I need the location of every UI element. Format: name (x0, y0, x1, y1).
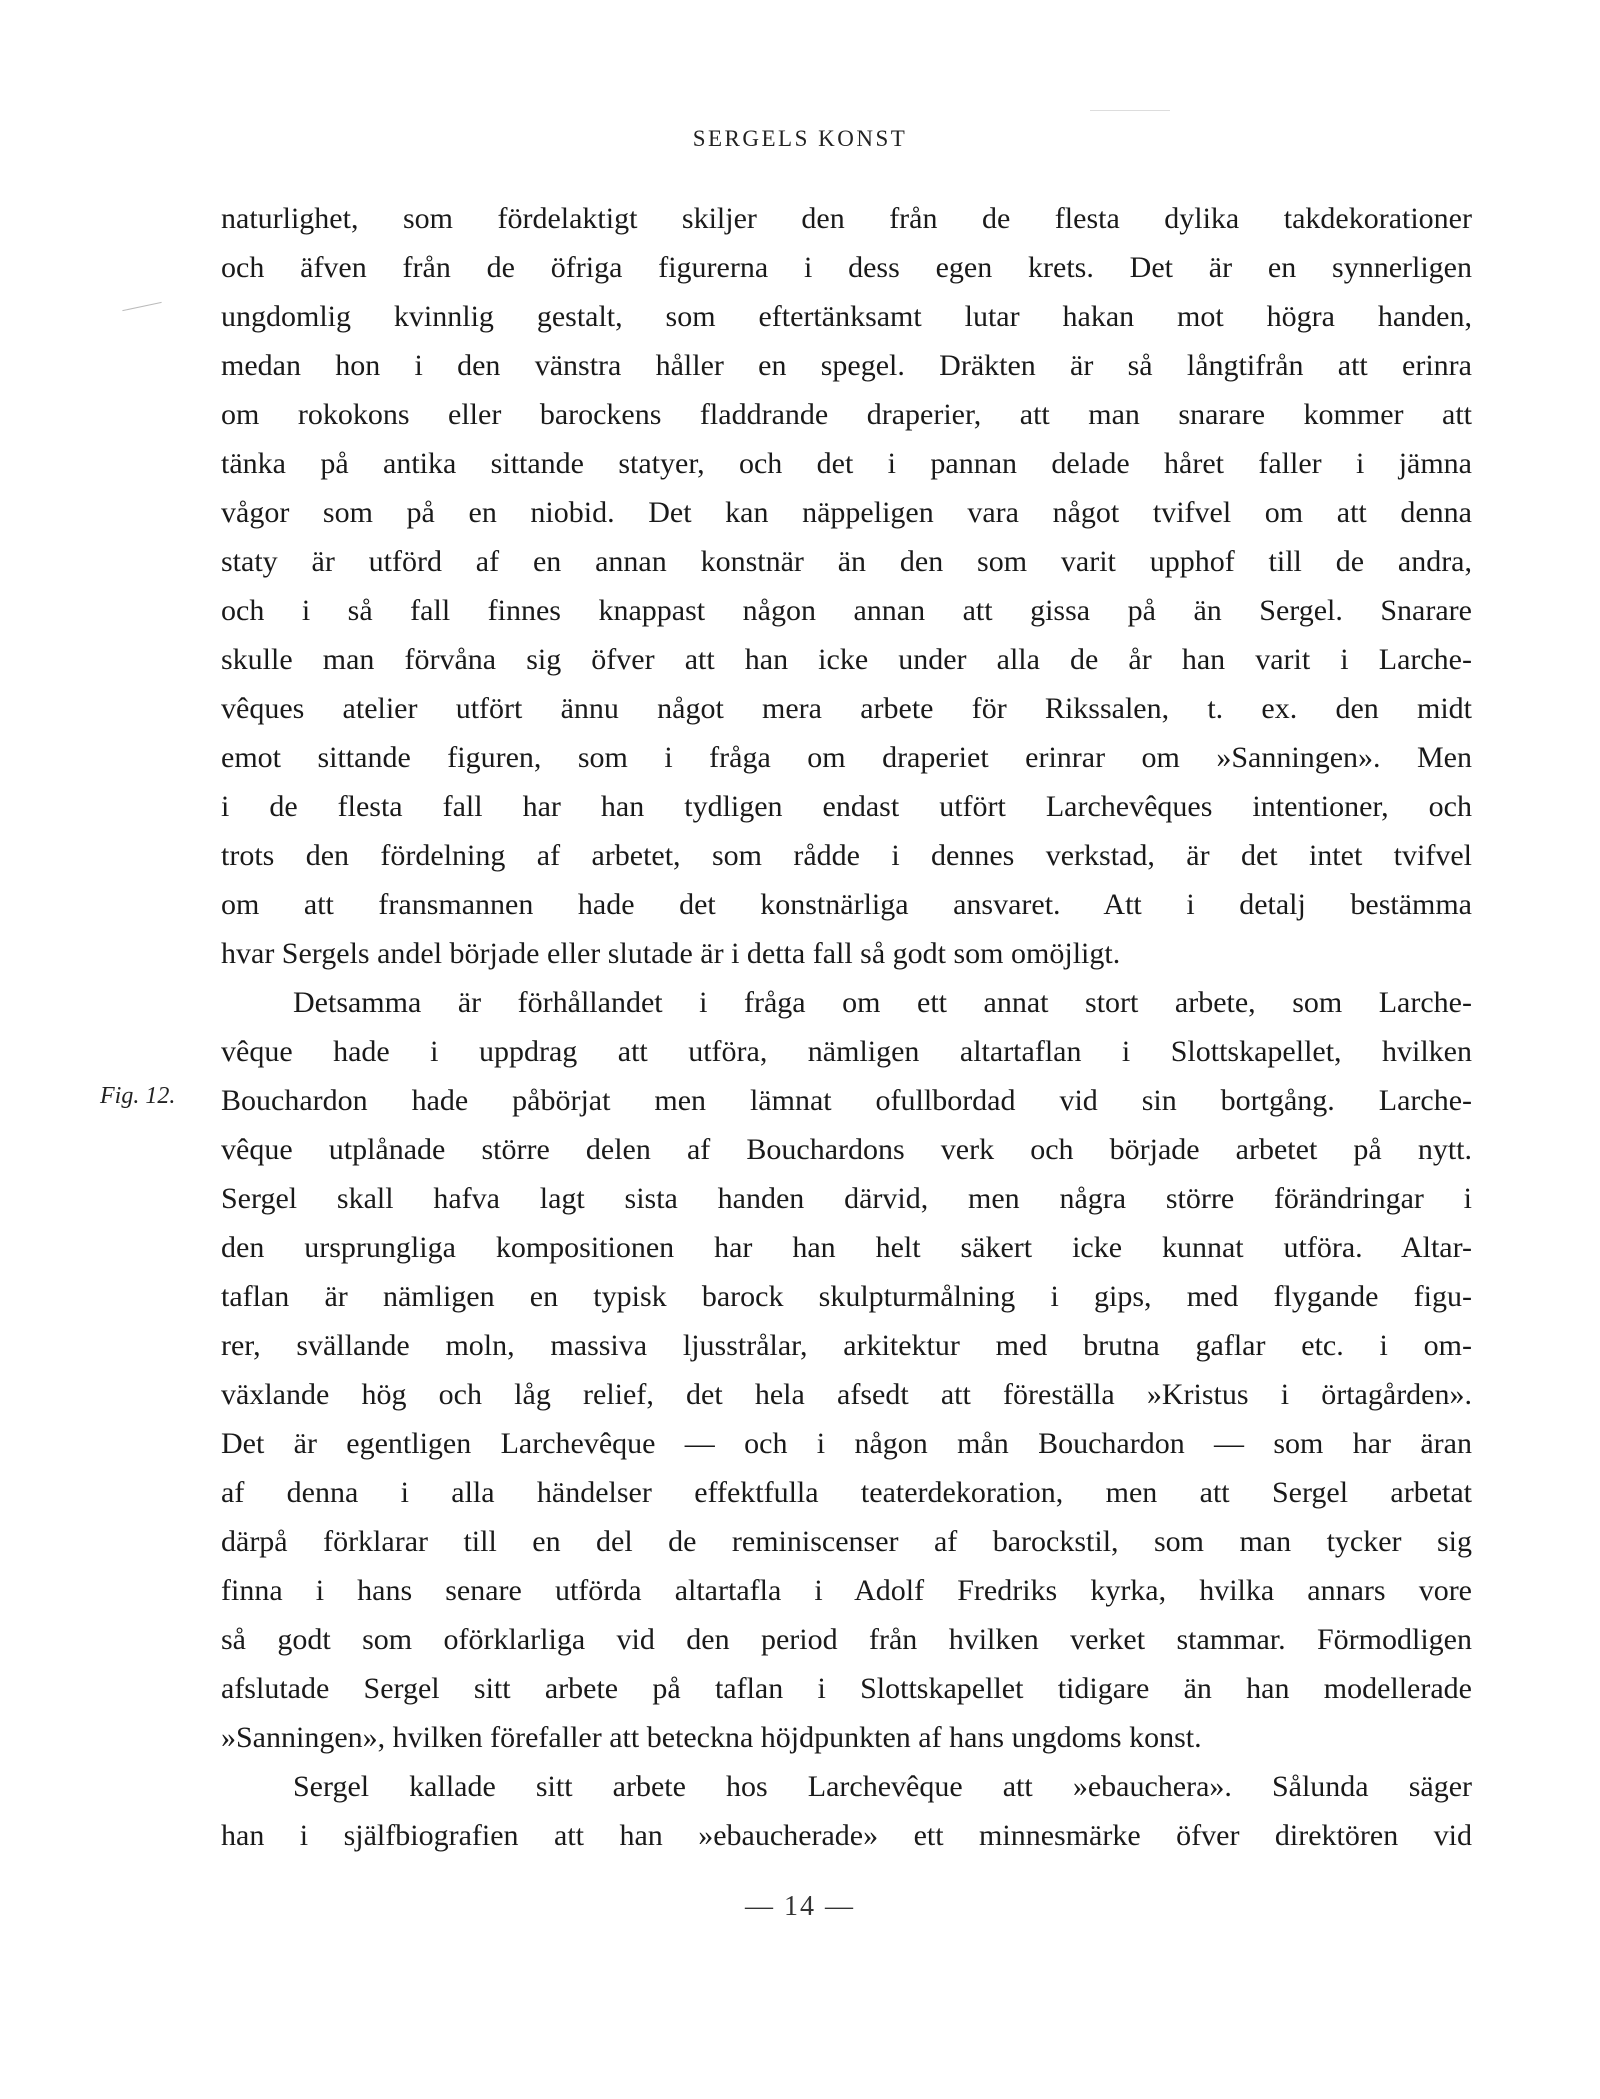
text-line: skulle man förvåna sig öfver att han icke under alla de år han varit i Larche- (221, 643, 1472, 676)
text-line: vêque utplånade större delen af Bouchardons verk och började arbetet på nytt. (221, 1133, 1472, 1166)
page-number: — 14 — (745, 1891, 855, 1922)
text-line: så godt som oförklarliga vid den period från hvilken verket stammar. Förmodligen (221, 1623, 1472, 1656)
text-line: emot sittande figuren, som i fråga om draperiet erinrar om »Sanningen». Men (221, 741, 1472, 774)
paragraph-start-line: Detsamma är förhållandet i fråga om ett annat stort arbete, som Larche- (293, 986, 1472, 1019)
paragraph-start-line: Sergel kallade sitt arbete hos Larchevêque att »ebauchera». Sålunda säger (293, 1770, 1472, 1803)
text-line: han i själfbiografien att han »ebaucherade» ett minnesmärke öfver direktören vid (221, 1819, 1472, 1852)
text-line: Det är egentligen Larchevêque — och i någon mån Bouchardon — som har äran (221, 1427, 1472, 1460)
text-line: vêques atelier utfört ännu något mera arbete för Rikssalen, t. ex. den midt (221, 692, 1472, 725)
scan-mark (1090, 110, 1170, 111)
text-line: medan hon i den vänstra håller en spegel. Dräkten är så långtifrån att erinra (221, 349, 1472, 382)
text-line: Bouchardon hade påbörjat men lämnat ofullbordad vid sin bortgång. Larche- (221, 1084, 1472, 1117)
text-line: tänka på antika sittande statyer, och det i pannan delade håret faller i jämna (221, 447, 1472, 480)
figure-reference-margin-note: Fig. 12. (100, 1083, 176, 1109)
text-line: af denna i alla händelser effektfulla teaterdekoration, men att Sergel arbetat (221, 1476, 1472, 1509)
body-text (221, 194, 1472, 1860)
text-line: om rokokons eller barockens fladdrande draperier, att man snarare kommer att (221, 398, 1472, 431)
text-line: afslutade Sergel sitt arbete på taflan i Slottskapellet tidigare än han modellerade (221, 1672, 1472, 1705)
text-line: i de flesta fall har han tydligen endast utfört Larchevêques intentioner, och (221, 790, 1472, 823)
text-line: ungdomlig kvinnlig gestalt, som eftertänksamt lutar hakan mot högra handen, (221, 300, 1472, 333)
text-line: naturlighet, som fördelaktigt skiljer den från de flesta dylika takdekorationer (221, 202, 1472, 235)
running-head: SERGELS KONST (692, 126, 908, 151)
paragraph-end-line: hvar Sergels andel började eller slutade är i detta fall så godt som omöjligt. (221, 937, 1121, 970)
text-line: trots den fördelning af arbetet, som rådde i dennes verkstad, är det intet tvifvel (221, 839, 1472, 872)
text-line: och i så fall finnes knappast någon annan att gissa på än Sergel. Snarare (221, 594, 1472, 627)
text-line: om att fransmannen hade det konstnärliga ansvaret. Att i detalj bestämma (221, 888, 1472, 921)
text-line: rer, svällande moln, massiva ljusstrålar, arkitektur med brutna gaflar etc. i om- (221, 1329, 1472, 1362)
text-line: taflan är nämligen en typisk barock skulpturmålning i gips, med flygande figu- (221, 1280, 1472, 1313)
text-line: staty är utförd af en annan konstnär än den som varit upphof till de andra, (221, 545, 1472, 578)
text-line: och äfven från de öfriga figurerna i dess egen krets. Det är en synnerligen (221, 251, 1472, 284)
text-line: den ursprungliga kompositionen har han helt säkert icke kunnat utföra. Altar- (221, 1231, 1472, 1264)
text-line: finna i hans senare utförda altartafla i Adolf Fredriks kyrka, hvilka annars vore (221, 1574, 1472, 1607)
text-line: därpå förklarar till en del de reminiscenser af barockstil, som man tycker sig (221, 1525, 1472, 1558)
text-line: Sergel skall hafva lagt sista handen därvid, men några större förändringar i (221, 1182, 1472, 1215)
text-line: vågor som på en niobid. Det kan näppeligen vara något tvifvel om att denna (221, 496, 1472, 529)
paragraph-end-line: »Sanningen», hvilken förefaller att beteckna höjdpunkten af hans ungdoms konst. (221, 1721, 1202, 1754)
text-line: vêque hade i uppdrag att utföra, nämligen altartaflan i Slottskapellet, hvilken (221, 1035, 1472, 1068)
text-line: växlande hög och låg relief, det hela afsedt att föreställa »Kristus i örtagården». (221, 1378, 1472, 1411)
scan-mark (122, 302, 161, 311)
